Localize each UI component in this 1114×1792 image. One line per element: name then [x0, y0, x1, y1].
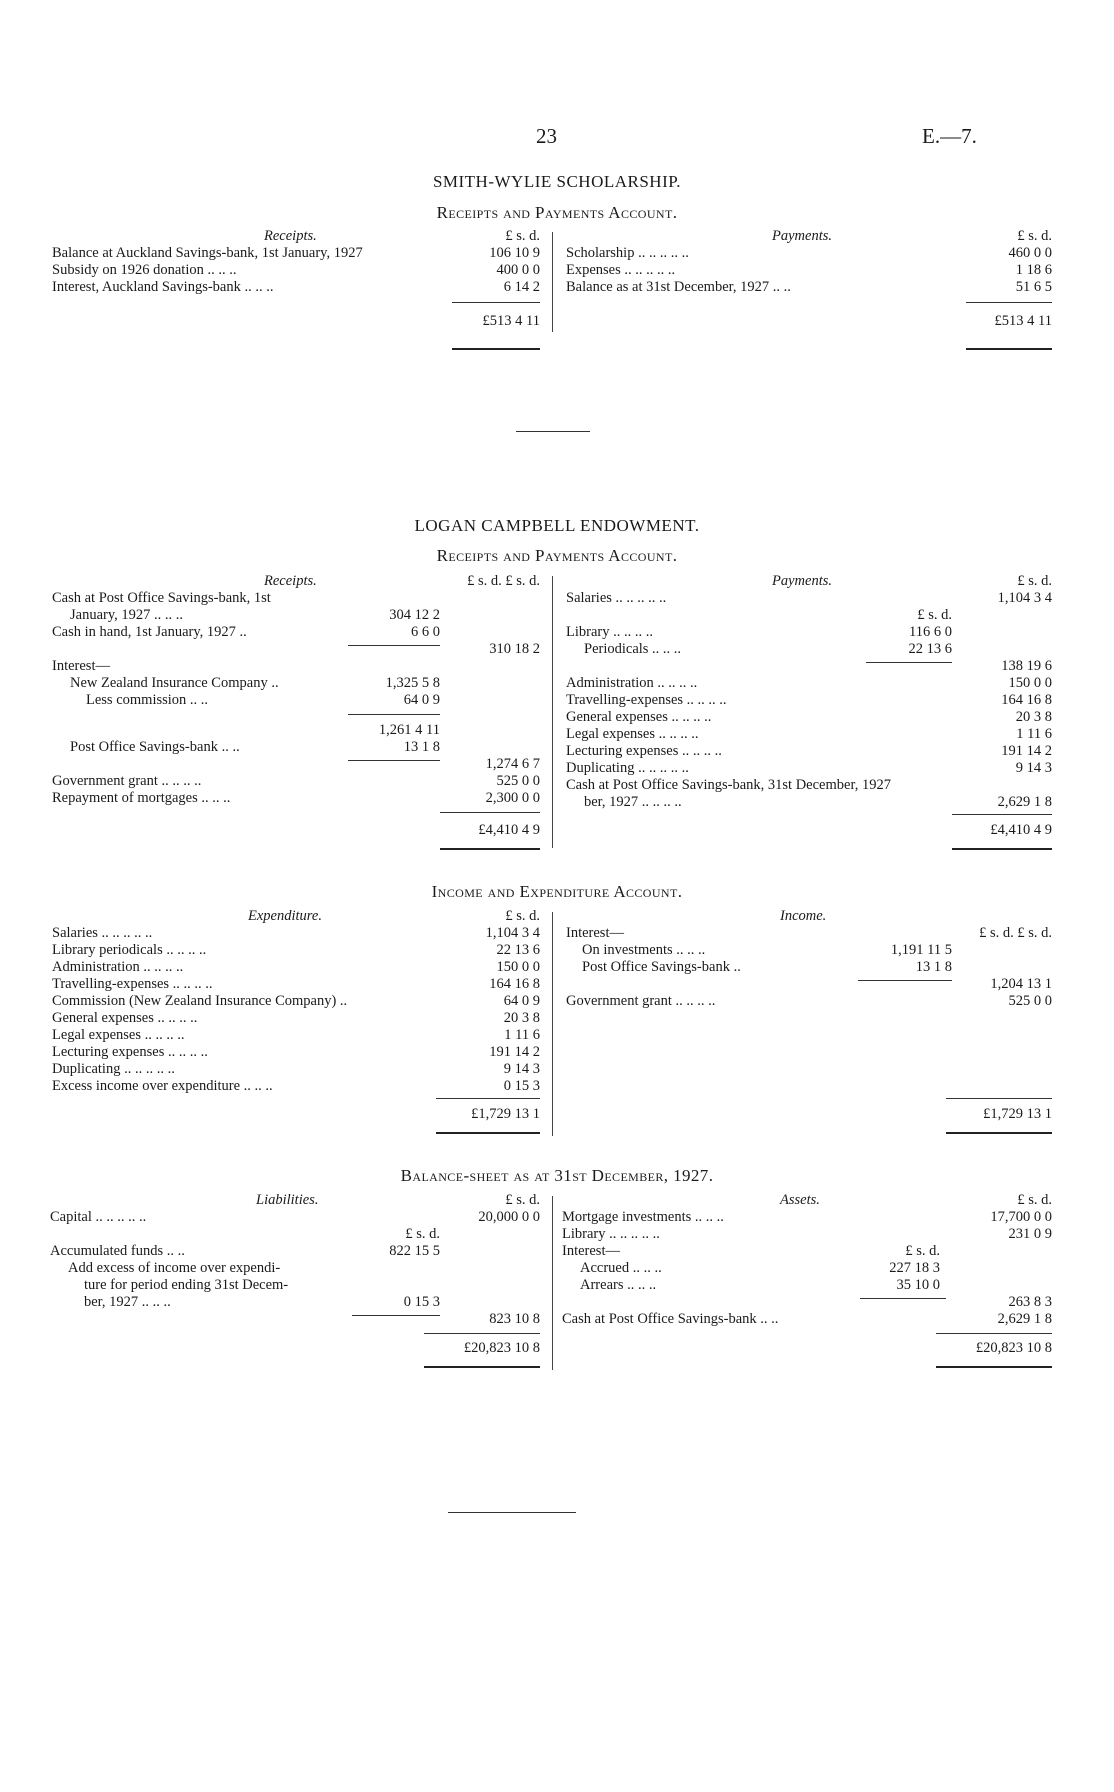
expenditure-label: Travelling-expenses .. .. .. ..	[52, 976, 213, 992]
receipt-label: Repayment of mortgages .. .. ..	[52, 790, 231, 806]
receipts-heading: Receipts.	[264, 573, 317, 589]
liability-label: Accumulated funds .. ..	[50, 1243, 185, 1259]
expenditure-amount: 1 11 6	[504, 1027, 540, 1043]
income-amount: 13 1 8	[915, 959, 952, 975]
lsd-subheading: £ s. d.	[405, 1226, 440, 1242]
expenditure-label: Library periodicals .. .. .. ..	[52, 942, 207, 958]
payment-amount: 116 6 0	[909, 624, 952, 640]
receipt-label: Cash at Post Office Savings-bank, 1st	[52, 590, 271, 606]
lsd-subheading: £ s. d.	[917, 607, 952, 623]
assets-total: £20,823 10 8	[975, 1340, 1052, 1356]
column-divider	[552, 576, 553, 848]
total-double-rule	[452, 348, 540, 350]
income-heading: Income.	[780, 908, 827, 924]
liability-label: Add excess of income over expendi-	[68, 1260, 281, 1276]
payment-label: Periodicals .. .. ..	[584, 641, 682, 657]
total-rule	[436, 1098, 540, 1099]
total-rule	[952, 814, 1052, 815]
receipt-label: Less commission .. ..	[86, 692, 209, 708]
asset-label: Library .. .. .. .. ..	[562, 1226, 660, 1242]
payment-label: Legal expenses .. .. .. ..	[566, 726, 699, 742]
expenditure-amount: 64 0 9	[503, 993, 540, 1009]
payment-amount: 1,104 3 4	[997, 590, 1052, 606]
total-rule	[946, 1098, 1052, 1099]
logan-campbell-subtitle: Receipts and Payments Account.	[436, 546, 678, 565]
payment-amount: 22 13 6	[908, 641, 952, 657]
liability-label: Capital .. .. .. .. ..	[50, 1209, 147, 1225]
payment-label: Lecturing expenses .. .. .. ..	[566, 743, 722, 759]
interest-total: 1,204 13 1	[990, 976, 1052, 992]
payment-label: ber, 1927 .. .. .. ..	[584, 794, 682, 810]
assets-heading: Assets.	[780, 1192, 820, 1208]
interest-label: Interest—	[562, 1243, 620, 1259]
subtotal-rule	[860, 1298, 946, 1299]
interest-label: Interest—	[566, 925, 624, 941]
payment-label: Scholarship .. .. .. .. ..	[566, 245, 689, 261]
total-double-rule	[424, 1366, 540, 1368]
expenditure-label: Legal expenses .. .. .. ..	[52, 1027, 185, 1043]
payment-label: Library .. .. .. ..	[566, 624, 653, 640]
payments-total: £4,410 4 9	[990, 822, 1052, 838]
total-double-rule	[936, 1366, 1052, 1368]
asset-amount: 35 10 0	[896, 1277, 940, 1293]
income-amount: 1,191 11 5	[890, 942, 952, 958]
subtotal-rule	[352, 1315, 440, 1316]
receipt-label: Subsidy on 1926 donation .. .. ..	[52, 262, 237, 278]
funds-total: 823 10 8	[489, 1311, 540, 1327]
receipt-label: Cash in hand, 1st January, 1927 ..	[52, 624, 247, 640]
receipts-total: £4,410 4 9	[478, 822, 540, 838]
total-rule	[966, 302, 1052, 303]
total-rule	[424, 1333, 540, 1334]
expenditure-label: Commission (New Zealand Insurance Company) ..	[52, 993, 348, 1009]
receipt-amount: 6 14 2	[503, 279, 540, 295]
payment-label: General expenses .. .. .. ..	[566, 709, 712, 725]
receipt-amount: 304 12 2	[389, 607, 440, 623]
smith-wylie-subtitle: Receipts and Payments Account.	[436, 203, 678, 222]
liability-label: ture for period ending 31st Decem-	[84, 1277, 289, 1293]
payment-label: Balance as at 31st December, 1927 .. ..	[566, 279, 791, 295]
asset-amount: 2,629 1 8	[997, 1311, 1052, 1327]
payment-label: Expenses .. .. .. .. ..	[566, 262, 676, 278]
end-separator	[448, 1512, 576, 1513]
income-expenditure-title: Income and Expenditure Account.	[431, 882, 683, 901]
expenditure-label: Salaries .. .. .. .. ..	[52, 925, 153, 941]
expenditure-amount: 150 0 0	[496, 959, 540, 975]
interest-label: Interest—	[52, 658, 110, 674]
receipt-amount: 400 0 0	[496, 262, 540, 278]
expenditure-amount: 22 13 6	[496, 942, 540, 958]
liabilities-total: £20,823 10 8	[463, 1340, 540, 1356]
interest-total: 263 8 3	[1008, 1294, 1052, 1310]
receipt-net: 1,261 4 11	[378, 722, 440, 738]
total-rule	[440, 812, 540, 813]
liability-amount: 0 15 3	[403, 1294, 440, 1310]
lsd-heading: £ s. d.	[1017, 573, 1052, 589]
asset-label: Mortgage investments .. .. ..	[562, 1209, 724, 1225]
asset-label: Accrued .. .. ..	[580, 1260, 662, 1276]
expenditure-amount: 20 3 8	[503, 1010, 540, 1026]
receipts-total: £513 4 11	[482, 313, 540, 329]
subtotal-rule	[348, 714, 440, 715]
expenditure-total: £1,729 13 1	[471, 1106, 540, 1122]
subtotal-rule	[858, 980, 952, 981]
payment-amount: 460 0 0	[1008, 245, 1052, 261]
expenditure-amount: 191 14 2	[489, 1044, 540, 1060]
expenditure-amount: 9 14 3	[503, 1061, 540, 1077]
payment-amount: 1 11 6	[1016, 726, 1052, 742]
payment-label: Cash at Post Office Savings-bank, 31st December, 1927	[566, 777, 891, 793]
payment-amount: 150 0 0	[1008, 675, 1052, 691]
column-divider	[552, 232, 553, 332]
total-double-rule	[966, 348, 1052, 350]
lsd-heading: £ s. d.	[1017, 1192, 1052, 1208]
receipt-amount: 1,325 5 8	[385, 675, 440, 691]
payment-label: Travelling-expenses .. .. .. ..	[566, 692, 727, 708]
expenditure-label: Lecturing expenses .. .. .. ..	[52, 1044, 208, 1060]
total-double-rule	[946, 1132, 1052, 1134]
payments-heading: Payments.	[772, 573, 832, 589]
lsd-heading: £ s. d. £ s. d.	[979, 925, 1052, 941]
lsd-heading: £ s. d.	[505, 908, 540, 924]
receipt-subtotal: 310 18 2	[489, 641, 540, 657]
library-total: 138 19 6	[1001, 658, 1052, 674]
income-total: £1,729 13 1	[983, 1106, 1052, 1122]
expenditure-label: Duplicating .. .. .. .. ..	[52, 1061, 175, 1077]
asset-label: Cash at Post Office Savings-bank .. ..	[562, 1311, 779, 1327]
lsd-heading: £ s. d.	[505, 1192, 540, 1208]
column-divider	[552, 1196, 553, 1370]
payment-label: Administration .. .. .. ..	[566, 675, 698, 691]
receipt-label: Balance at Auckland Savings-bank, 1st January, 1927	[52, 245, 363, 261]
expenditure-label: General expenses .. .. .. ..	[52, 1010, 198, 1026]
income-label: Government grant .. .. .. ..	[566, 993, 716, 1009]
liability-amount: 20,000 0 0	[478, 1209, 540, 1225]
total-double-rule	[436, 1132, 540, 1134]
lsd-subheading: £ s. d.	[905, 1243, 940, 1259]
payment-amount: 191 14 2	[1001, 743, 1052, 759]
receipt-label: New Zealand Insurance Company ..	[70, 675, 279, 691]
receipt-amount: 64 0 9	[403, 692, 440, 708]
payments-total: £513 4 11	[994, 313, 1052, 329]
receipts-heading: Receipts.	[264, 228, 317, 244]
expenditure-amount: 1,104 3 4	[485, 925, 540, 941]
income-label: Post Office Savings-bank ..	[582, 959, 741, 975]
interest-total: 1,274 6 7	[485, 756, 540, 772]
payment-amount: 51 6 5	[1015, 279, 1052, 295]
receipt-amount: 525 0 0	[496, 773, 540, 789]
lsd-heading: £ s. d. £ s. d.	[467, 573, 540, 589]
receipt-label: January, 1927 .. .. ..	[70, 607, 184, 623]
balance-sheet-title: Balance-sheet as at 31st December, 1927.	[400, 1166, 714, 1185]
asset-label: Arrears .. .. ..	[580, 1277, 657, 1293]
asset-amount: 227 18 3	[889, 1260, 940, 1276]
liability-label: ber, 1927 .. .. ..	[84, 1294, 171, 1310]
liability-amount: 822 15 5	[389, 1243, 440, 1259]
receipt-amount: 6 6 0	[411, 624, 440, 640]
payment-amount: 9 14 3	[1015, 760, 1052, 776]
smith-wylie-title: SMITH-WYLIE SCHOLARSHIP.	[432, 172, 682, 191]
total-double-rule	[440, 848, 540, 850]
column-divider	[552, 912, 553, 1136]
asset-amount: 17,700 0 0	[990, 1209, 1052, 1225]
income-label: On investments .. .. ..	[582, 942, 706, 958]
expenditure-label: Administration .. .. .. ..	[52, 959, 184, 975]
payment-amount: 2,629 1 8	[997, 794, 1052, 810]
lsd-heading: £ s. d.	[1017, 228, 1052, 244]
expenditure-label: Excess income over expenditure .. .. ..	[52, 1078, 273, 1094]
payments-heading: Payments.	[772, 228, 832, 244]
subtotal-rule	[866, 662, 952, 663]
payment-amount: 1 18 6	[1015, 262, 1052, 278]
payment-label: Salaries .. .. .. .. ..	[566, 590, 667, 606]
payment-amount: 164 16 8	[1001, 692, 1052, 708]
subtotal-rule	[348, 645, 440, 646]
receipt-amount: 106 10 9	[489, 245, 540, 261]
receipt-label: Post Office Savings-bank .. ..	[70, 739, 240, 755]
income-amount: 525 0 0	[1008, 993, 1052, 1009]
asset-amount: 231 0 9	[1008, 1226, 1052, 1242]
receipt-label: Government grant .. .. .. ..	[52, 773, 202, 789]
payment-label: Duplicating .. .. .. .. ..	[566, 760, 689, 776]
logan-campbell-title: LOGAN CAMPBELL ENDOWMENT.	[414, 516, 700, 535]
subtotal-rule	[348, 760, 440, 761]
page-reference: E.—7.	[922, 124, 977, 148]
expenditure-heading: Expenditure.	[248, 908, 322, 924]
total-rule	[452, 302, 540, 303]
receipt-amount: 2,300 0 0	[485, 790, 540, 806]
receipt-label: Interest, Auckland Savings-bank .. .. ..	[52, 279, 274, 295]
receipt-amount: 13 1 8	[403, 739, 440, 755]
total-rule	[936, 1333, 1052, 1334]
payment-amount: 20 3 8	[1015, 709, 1052, 725]
total-double-rule	[952, 848, 1052, 850]
expenditure-amount: 0 15 3	[503, 1078, 540, 1094]
expenditure-amount: 164 16 8	[489, 976, 540, 992]
liabilities-heading: Liabilities.	[256, 1192, 319, 1208]
lsd-heading: £ s. d.	[505, 228, 540, 244]
section-separator	[516, 431, 590, 432]
page-number: 23	[536, 124, 557, 148]
